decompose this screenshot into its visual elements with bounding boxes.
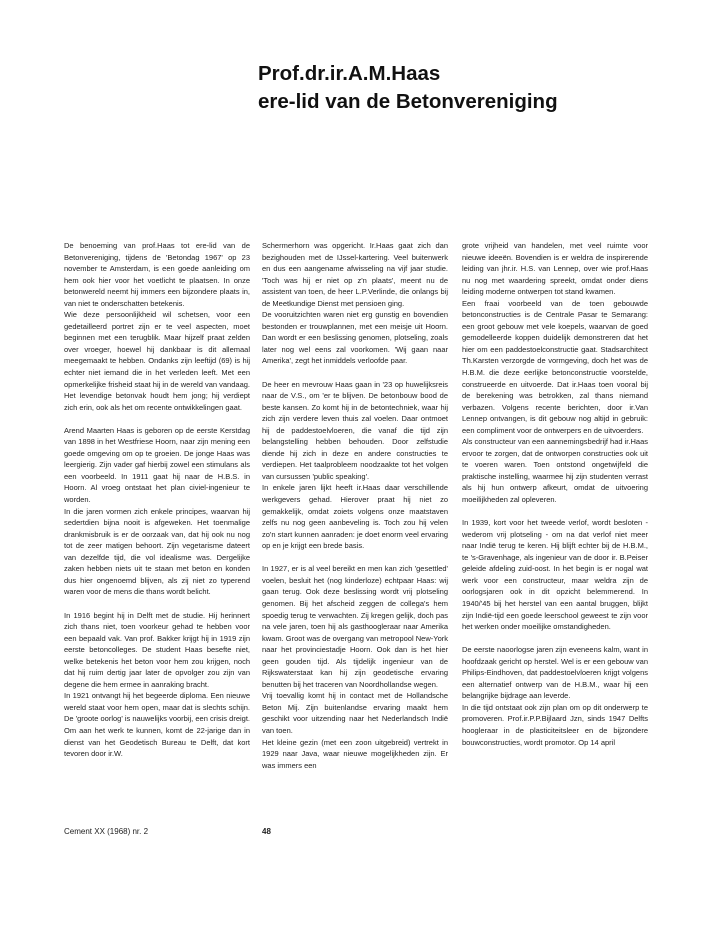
paragraph: In 1927, er is al veel bereikt en men kan zich 'gesettled' voelen, besluit het (nog kinderloze) echtpaar Haas: wij gaan terug. Ook deze beslissing wordt vrij plotseling genomen. Bij het afscheid zeggen de collega's hem spoedig terug te verwachten. Zij kregen gelijk, doch pas na vele jaren, toen hij als gasthoogleraar naar Amerika kwam. Groot was de overgang van metropool New-York naar het provinciestadje Hoorn. Ook dan is het hier geen gouden tijd. Als tijdelijk ingenieur van de Rijkswaterstaat kan hij zijn geodetische ervaring benutten bij het traceren van Noordhollandse wegen. <box>262 564 448 689</box>
paragraph: Een fraai voorbeeld van de toen gebouwde betonconstructies is de Centrale Pasar te Semarang: een groot gebouw met vele koepels, waarvan de goed gemodelleerde koppen duidelijk demonstreren dat het hier om een paddestoelconstructie gaat. Stadsarchitect Th.Karsten verzorgde de vormgeving, doch het was de H.B.M. die deze eerlijke betonconstructie voorstelde, construeerde en uitvoerde. Dat ir.Haas toen vooral bij de berekening was betrokken, zal thans niemand verbazen. Volgens recente berichten, door ir.Van Lennep ontvangen, is dit gebouw nog altijd in gebruik: een compliment voor de ontwerpers en de uitvoerders. <box>462 298 648 435</box>
paragraph: Schermerhorn was opgericht. Ir.Haas gaat zich dan bezighouden met de IJssel-kartering. Veel buitenwerk en dus een aangename afwisseling na vijf jaar studie. 'Toch was hij er niet op z'n plaats', meent nu de assistent van toen, de heer L.P.Verlinde, die onlangs bij de Meetkundige Dienst met pensioen ging. <box>262 241 448 308</box>
text-column-2 <box>262 240 448 771</box>
paragraph: Arend Maarten Haas is geboren op de eerste Kerstdag van 1898 in het Westfriese Hoorn, naar zijn mening een goede omgeving om op te groeien. De jonge Haas was leergierig. Zijn vader gaf hierbij zowel een stimulans als een voorbeeld. In 1911 gaat hij naar de H.B.S. in Hoorn. Al vroeg ontstaat het plan civiel-ingenieur te worden. <box>64 425 250 505</box>
text-column-3 <box>462 240 648 748</box>
text-column-1 <box>64 240 250 760</box>
paragraph: Het kleine gezin (met een zoon uitgebreid) vertrekt in 1929 naar Java, waar nieuwe mogelijkheden zijn. Er was immers een <box>262 737 448 770</box>
paragraph: Vrij toevallig komt hij in contact met de Hollandsche Beton Mij. Zijn buitenlandse ervaring maakt hem geschikt voor uitzending naar het Nederlandsch Indië van toen. <box>262 691 448 735</box>
paragraph: In enkele jaren lijkt heeft ir.Haas daar verschillende werkgevers gehad. Hierover praat hij niet zo gemakkelijk, omdat zoiets volgens onze maatstaven zelfs nu nog geen aanbeveling is. Toch zou hij velen zo'n start kunnen aanraden: je doet enorm veel ervaring op en je krijgt een brede basis. <box>262 483 448 551</box>
paragraph: In 1939, kort voor het tweede verlof, wordt besloten - wederom vrij plotseling - om na dat verlof niet meer naar Indië terug te keren. Hij blijft echter bij de H.B.M., te 's-Gravenhage, als ingenieur van de door ir. B.Peiser geleide afdeling zuid-oost. In het begin is er nogal wat werk voor een constructeur, maar weldra zijn de oorlogsjaren ook in dit opzicht belemmerend. In 1940/'45 bij het herstel van een aantal bruggen, blijkt zijn Indië-tijd een goede leerschool geweest te zijn voor het werken onder moeilijke omstandigheden. <box>462 518 648 632</box>
paragraph: grote vrijheid van handelen, met veel ruimte voor nieuwe ideeën. Bovendien is er weldra de inspirerende leiding van jhr.ir. H.S. van Lennep, over wie prof.Haas nu nog met waardering spreekt, omdat onder diens leiding moderne ontwerpen tot stand kwamen. <box>462 241 648 297</box>
paragraph: In 1916 begint hij in Delft met de studie. Hij herinnert zich thans niet, toen voorkeur gehad te hebben voor een bepaald vak. Van prof. Bakker krijgt hij in 1919 zijn eerste betoncolleges. De student Haas besefte niet, welke betekenis het beton voor hem zou krijgen, noch dat hij ruim dertig jaar later de opvolger zou zijn van degene die hem ermee in aanraking bracht. <box>64 610 250 689</box>
paragraph: De eerste naoorlogse jaren zijn eveneens kalm, want in hoofdzaak gericht op herstel. Wel is er een gebouw van Philips-Eindhoven, dat paddestoelvloeren krijgt volgens een alternatief ontwerp van de H.B.M., waar hij een belangrijke bijdrage aan leverde. <box>462 645 648 701</box>
title-line-1: Prof.dr.ir.A.M.Haas <box>258 62 441 85</box>
article-title <box>258 60 698 116</box>
paragraph: Wie deze persoonlijkheid wil schetsen, voor een gedetailleerd portret zijn er te veel aspecten, moet beginnen met een terugblik. Maar hijzelf praat zelden over vroeger, hoewel hij dankbaar is dit allemaal meegemaakt te hebben. Ondanks zijn leeftijd (69) is hij echter niet iemand die in het verleden leeft. Met een opmerkelijke frisheid staat hij in de wereld van vandaag. Het levendige betonvak houdt hem jong; hij verdiept zich erin, ook als het om recente ontwikkelingen gaat. <box>64 310 250 412</box>
paragraph: In die jaren vormen zich enkele principes, waarvan hij sedertdien bijna nooit is afgeweken. Het toenmalige drankmisbruik is er de oorzaak van, dat hij ook nu nog tot de zeer matigen behoort. Zijn vegetarisme dateert van dezelfde tijd, die vol idealisme was. Dergelijke zaken hebben niets uit te staan met beton en konden dus hier ongenoemd blijven, als zij niet zo typerend waren voor de mens die thans wordt belicht. <box>64 506 250 597</box>
paragraph: De heer en mevrouw Haas gaan in '23 op huwelijksreis naar de V.S., om 'er te blijven. De betonbouw bood de beste kansen. Zo komt hij in de betontechniek, waar hij zich zijn verdere leven thuis zal voelen. Daar ontmoet hij de paddestoelvloeren, die vanaf die tijd zijn belangstelling hebben behouden. Door zelfstudie diende hij zich in deze en andere constructies te verdiepen. Het taalprobleem noodzaakte tot het volgen van cursussen 'public speaking'. <box>262 379 448 481</box>
title-line-2: ere-lid van de Betonvereniging <box>258 90 558 113</box>
paragraph: In die tijd ontstaat ook zijn plan om op dit onderwerp te promoveren. Prof.ir.P.P.Bijlaard Jzn, sinds 1947 Delfts hoogleraar in de plasticiteitsleer en de bijzondere bouwconstructies, wordt promotor. Op 14 april <box>462 702 648 747</box>
page-number: 48 <box>262 827 271 836</box>
paragraph: De benoeming van prof.Haas tot ere-lid van de Betonvereniging, tijdens de 'Betondag 1967' op 23 november te Amsterdam, is een goede aanleiding om hem ook hier voor het voetlicht te plaatsen. In onze betonwereld neemt hij immers een bijzondere plaats in, van niet te onderschatten betekenis. <box>64 241 250 308</box>
journal-citation: Cement XX (1968) nr. 2 <box>64 827 149 836</box>
paragraph: Als constructeur van een aannemingsbedrijf had ir.Haas ervoor te zorgen, dat de ontworpen constructies ook uit te voeren waren. Toen ontstond ongetwijfeld die praktische instelling, waarmee hij zijn studenten verrast als hij hun ontwerp afkeurt, omdat de uitvoering moeilijkheden zal opleveren. <box>462 437 648 505</box>
paragraph: De vooruitzichten waren niet erg gunstig en bovendien bestonden er trouwplannen, met een meisje uit Hoorn. Dan wordt er een beslissing genomen, plotseling, zoals later nog wel eens zal voorkomen. 'Wij gaan naar Amerika', zegt het inmiddels verloofde paar. <box>262 310 448 366</box>
paragraph: In 1921 ontvangt hij het begeerde diploma. Een nieuwe wereld staat voor hem open, maar dat is slechts schijn. De 'groote oorlog' is nauwelijks voorbij, een crisis dreigt. Om aan het werk te kunnen, komt de 22-jarige dan in dienst van het Geodetisch Bureau te Delft, dat kort tevoren door ir.W. <box>64 691 250 759</box>
